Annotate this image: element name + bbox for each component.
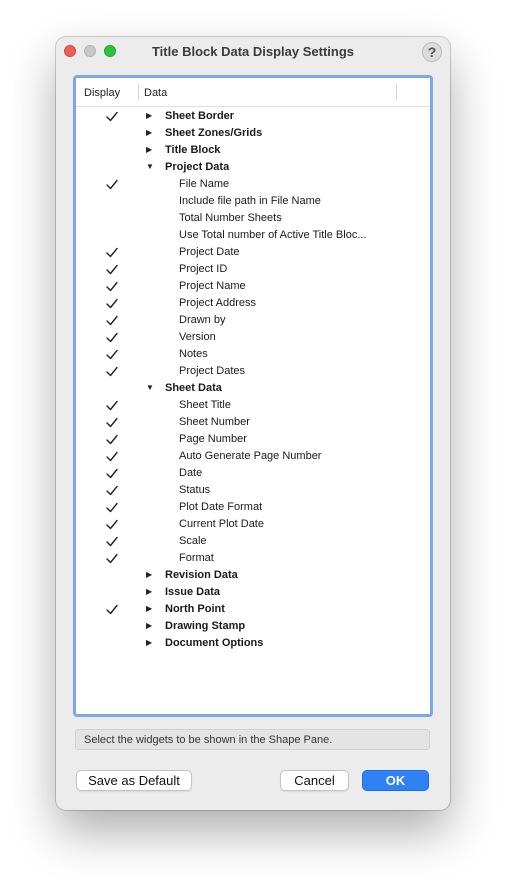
checkmark-icon[interactable] (104, 534, 120, 549)
disclosure-triangle-right-icon[interactable]: ▶ (146, 621, 153, 630)
tree-item-row[interactable] (76, 329, 430, 346)
tree-group-row[interactable] (76, 567, 430, 584)
checkmark-icon[interactable] (104, 483, 120, 498)
tree-item-row[interactable] (76, 193, 430, 210)
row-label: Drawn by (179, 314, 226, 326)
checkmark-icon[interactable] (104, 551, 120, 566)
tree-item-row[interactable] (76, 346, 430, 363)
cancel-button[interactable]: Cancel (280, 770, 349, 791)
checkmark-icon[interactable] (104, 347, 120, 362)
data-display-list[interactable] (73, 75, 433, 717)
checkmark-icon[interactable] (104, 262, 120, 277)
row-label: Date (179, 467, 203, 479)
row-label: Status (179, 484, 211, 496)
tree-item-row[interactable] (76, 363, 430, 380)
tree-item-row[interactable] (76, 550, 430, 567)
tree-item-row[interactable] (76, 465, 430, 482)
row-label: Project ID (179, 263, 228, 275)
checkmark-icon[interactable] (104, 602, 120, 617)
row-label: Page Number (179, 433, 247, 445)
tree-group-row[interactable] (76, 584, 430, 601)
tree-item-row[interactable] (76, 278, 430, 295)
list-header (76, 78, 430, 107)
row-label: Notes (179, 348, 208, 360)
row-label: Total Number Sheets (179, 212, 282, 224)
row-label: Sheet Zones/Grids (165, 127, 263, 139)
tree-item-row[interactable] (76, 227, 430, 244)
window-title: Title Block Data Display Settings (151, 44, 355, 59)
row-label: Current Plot Date (179, 518, 264, 530)
row-label: North Point (165, 603, 225, 615)
row-label: Plot Date Format (179, 501, 263, 513)
row-label: Sheet Title (179, 399, 231, 411)
row-label: File Name (179, 178, 230, 190)
status-bar (75, 729, 430, 750)
row-label: Project Dates (179, 365, 246, 377)
checkmark-icon[interactable] (104, 517, 120, 532)
row-label: Document Options (165, 637, 264, 649)
checkmark-icon[interactable] (104, 296, 120, 311)
tree-item-row[interactable] (76, 397, 430, 414)
display-column-header[interactable]: Display (84, 87, 121, 99)
checkmark-icon[interactable] (104, 177, 120, 192)
list-content (76, 78, 430, 714)
checkmark-icon[interactable] (104, 279, 120, 294)
checkmark-icon[interactable] (104, 432, 120, 447)
tree-item-row[interactable] (76, 516, 430, 533)
checkmark-icon[interactable] (104, 500, 120, 515)
settings-dialog (56, 37, 450, 810)
tree-item-row[interactable] (76, 499, 430, 516)
disclosure-triangle-right-icon[interactable]: ▶ (146, 111, 153, 120)
row-label: Project Date (179, 246, 240, 258)
tree-group-row[interactable] (76, 601, 430, 618)
row-label: Revision Data (165, 569, 238, 581)
tree-group-row[interactable] (76, 380, 430, 397)
tree-item-row[interactable] (76, 482, 430, 499)
tree-group-row[interactable] (76, 142, 430, 159)
title-bar (56, 37, 450, 67)
row-label: Project Name (179, 280, 246, 292)
data-column-header[interactable]: Data (144, 87, 168, 99)
tree-group-row[interactable] (76, 108, 430, 125)
disclosure-triangle-right-icon[interactable]: ▶ (146, 604, 153, 613)
tree-item-row[interactable] (76, 295, 430, 312)
disclosure-triangle-right-icon[interactable]: ▶ (146, 128, 153, 137)
save-as-default-button[interactable]: Save as Default (76, 770, 192, 791)
checkmark-icon[interactable] (104, 364, 120, 379)
tree-group-row[interactable] (76, 125, 430, 142)
tree-item-row[interactable] (76, 431, 430, 448)
tree-item-row[interactable] (76, 210, 430, 227)
checkmark-icon[interactable] (104, 109, 120, 124)
disclosure-triangle-down-icon[interactable]: ▼ (146, 162, 154, 171)
disclosure-triangle-right-icon[interactable]: ▶ (146, 638, 153, 647)
status-text: Select the widgets to be shown in the Shape Pane. (84, 734, 333, 746)
row-label: Project Address (179, 297, 257, 309)
tree-item-row[interactable] (76, 533, 430, 550)
tree-item-row[interactable] (76, 261, 430, 278)
tree-group-row[interactable] (76, 159, 430, 176)
disclosure-triangle-right-icon[interactable]: ▶ (146, 570, 153, 579)
checkmark-icon[interactable] (104, 398, 120, 413)
disclosure-triangle-right-icon[interactable]: ▶ (146, 145, 153, 154)
row-label: Version (179, 331, 216, 343)
tree-item-row[interactable] (76, 312, 430, 329)
tree-item-row[interactable] (76, 414, 430, 431)
row-label: Sheet Data (165, 382, 222, 394)
checkmark-icon[interactable] (104, 415, 120, 430)
row-label: Drawing Stamp (165, 620, 246, 632)
row-label: Format (179, 552, 214, 564)
checkmark-icon[interactable] (104, 245, 120, 260)
tree-group-row[interactable] (76, 618, 430, 635)
column-divider (396, 84, 397, 100)
row-label: Use Total number of Active Title Bloc... (179, 229, 367, 241)
tree-item-row[interactable] (76, 244, 430, 261)
row-label: Auto Generate Page Number (179, 450, 322, 462)
tree-group-row[interactable] (76, 635, 430, 652)
checkmark-icon[interactable] (104, 313, 120, 328)
tree-item-row[interactable] (76, 176, 430, 193)
tree-item-row[interactable] (76, 448, 430, 465)
row-label: Scale (179, 535, 207, 547)
row-label: Title Block (165, 144, 221, 156)
checkmark-icon[interactable] (104, 466, 120, 481)
row-label: Project Data (165, 161, 230, 173)
disclosure-triangle-right-icon[interactable]: ▶ (146, 587, 153, 596)
disclosure-triangle-down-icon[interactable]: ▼ (146, 383, 154, 392)
help-button[interactable]: ? (422, 42, 442, 62)
checkmark-icon[interactable] (104, 330, 120, 345)
row-label: Sheet Border (165, 110, 235, 122)
row-label: Issue Data (165, 586, 221, 598)
row-label: Include file path in File Name (179, 195, 321, 207)
ok-button[interactable]: OK (362, 770, 429, 791)
checkmark-icon[interactable] (104, 449, 120, 464)
column-divider (138, 84, 139, 100)
row-label: Sheet Number (179, 416, 250, 428)
